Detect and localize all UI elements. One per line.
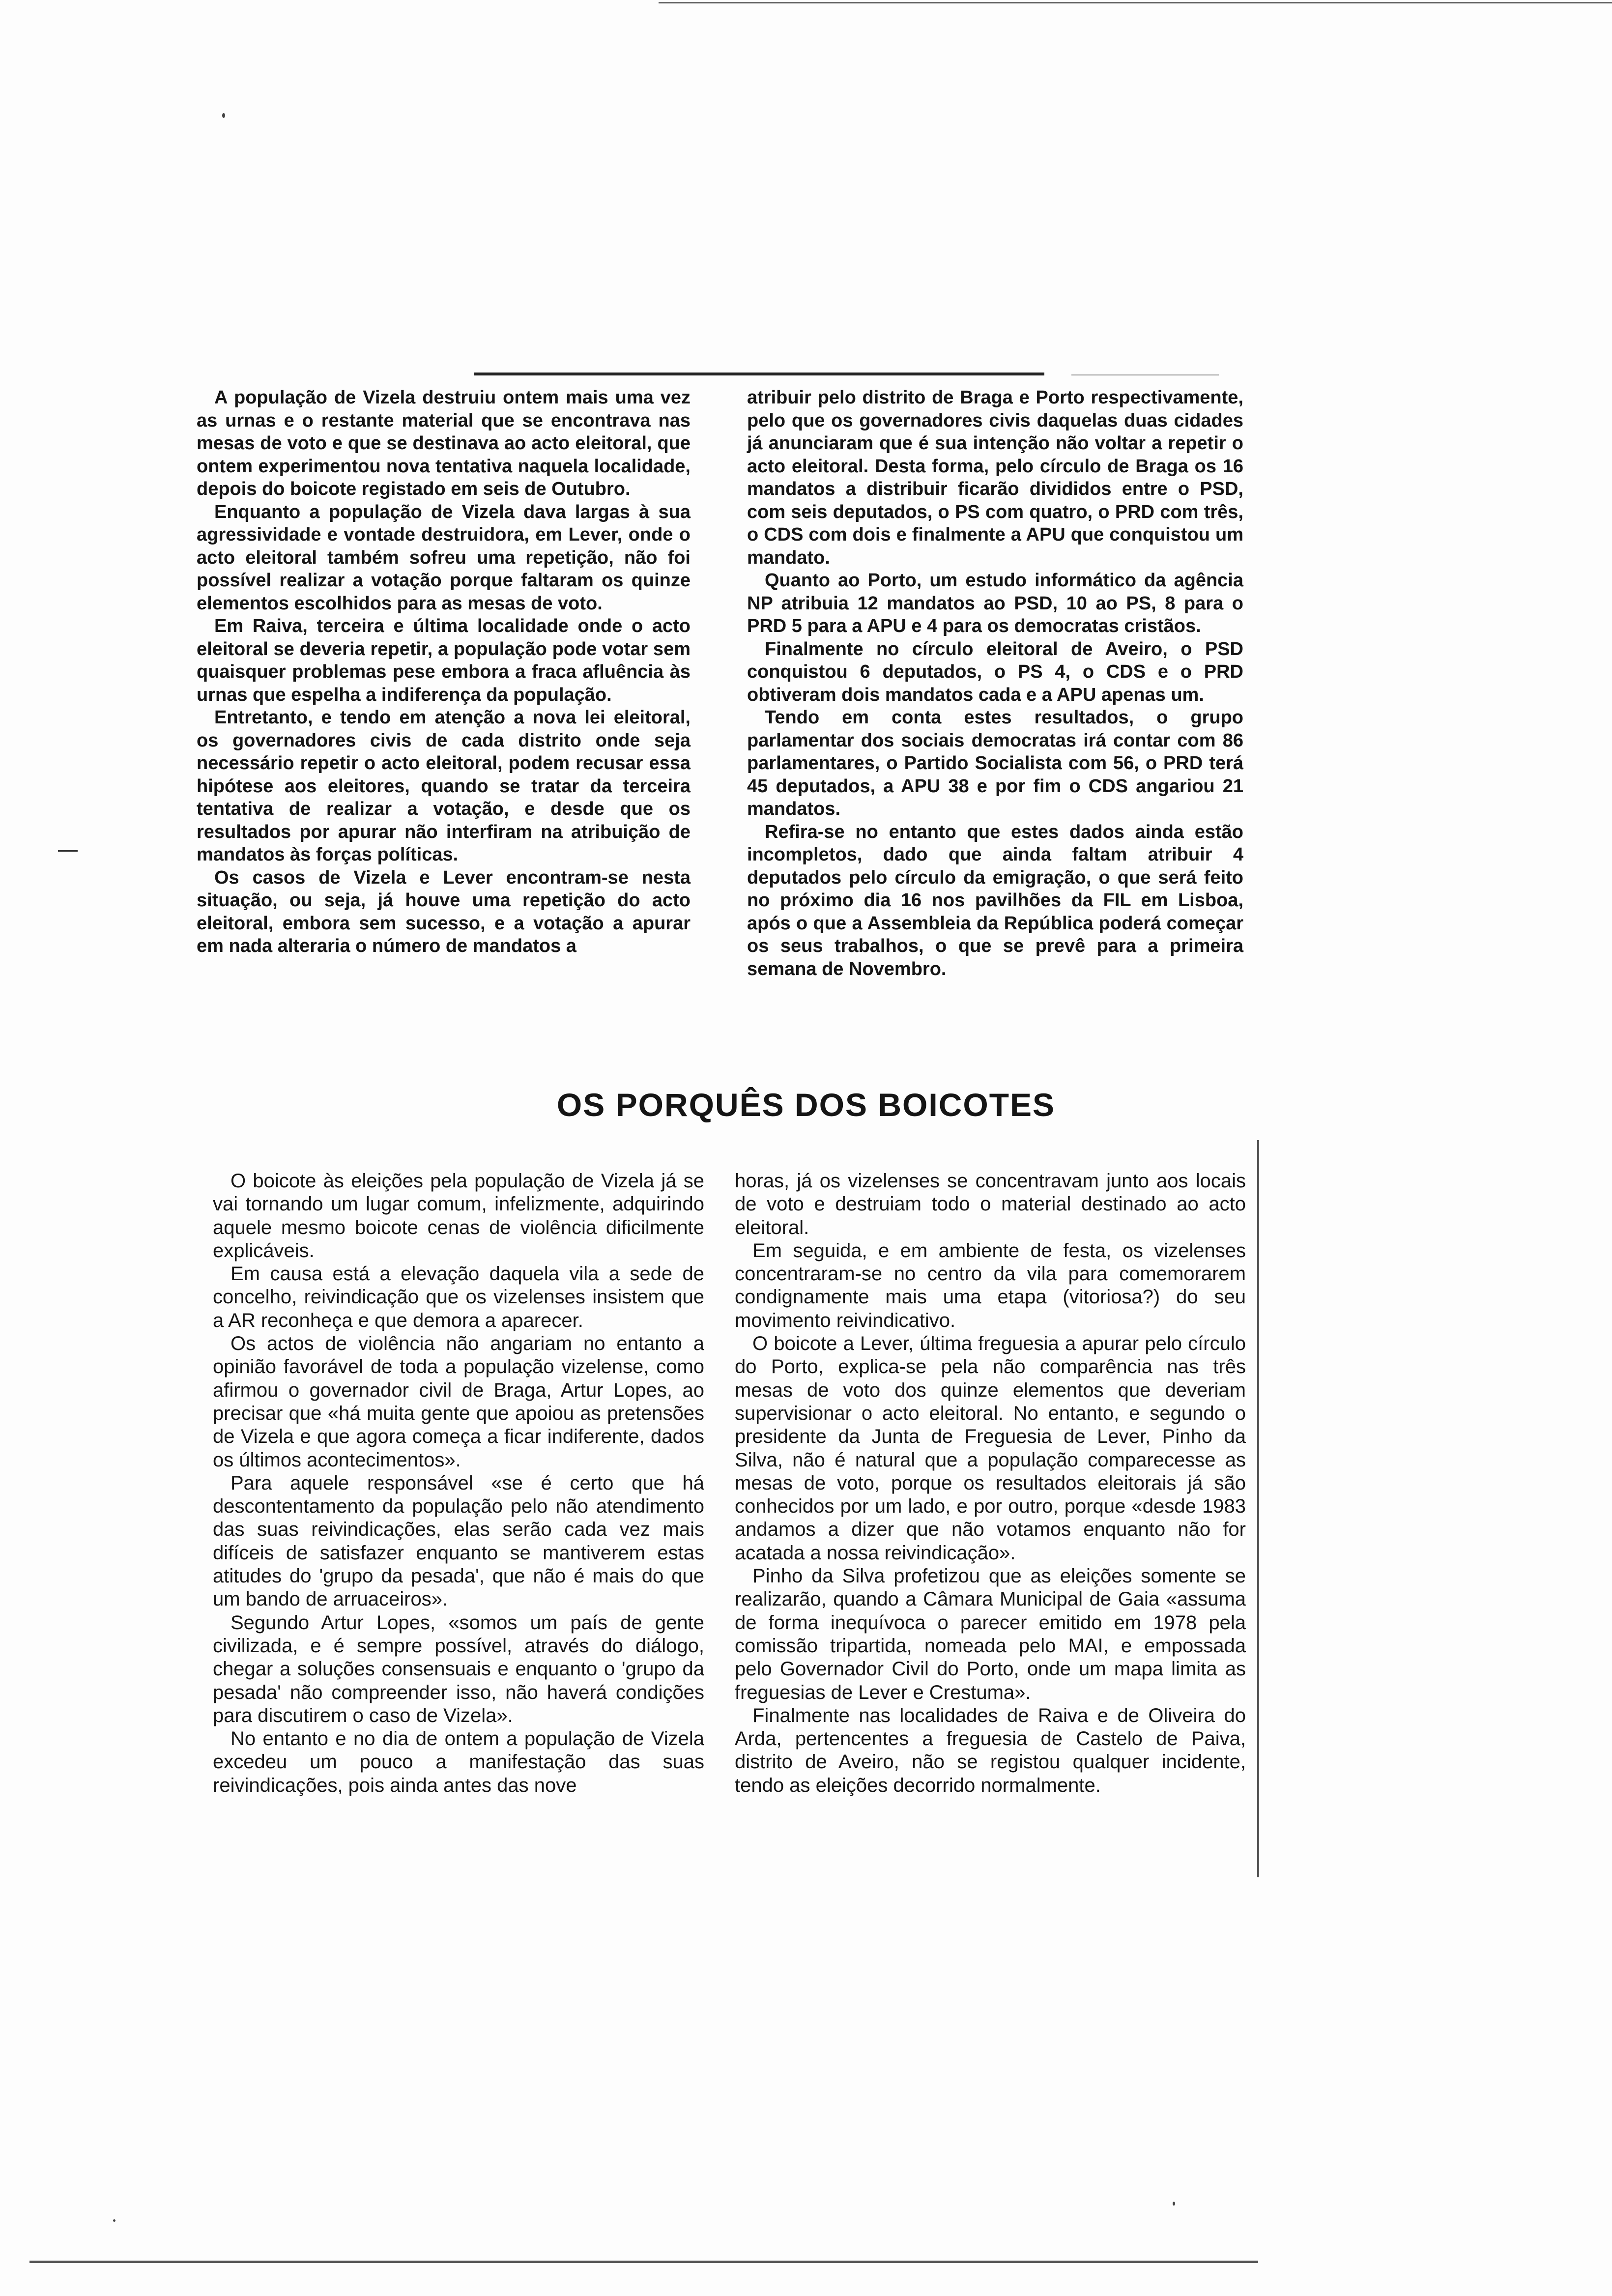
speck xyxy=(222,113,225,118)
paragraph: Para aquele responsável «se é certo que há descontentamento da população pelo não atendimento das suas reivindicações, elas serão cada vez mais difíceis de satisfazer enquanto se mantiverem estas atitudes do 'grupo da pesada', que não é mais do que um bando de arruaceiros». xyxy=(213,1472,704,1610)
scan-edge-bottom xyxy=(29,2261,1258,2263)
paragraph: O boicote a Lever, última freguesia a apurar pelo círculo do Porto, explica-se pela não comparência nas três mesas de voto dos quinze elementos que deveriam supervisionar o acto eleitoral. No entanto, e segundo o presidente da Junta de Freguesia de Lever, Pinho da Silva, não é natural que a população comparecesse as mesas de voto, porque os resultados eleitorais já são conhecidos por um lado, e por outro, porque «desde 1983 andamos a dizer que não votamos enquanto não for acatada a nossa reivindicação». xyxy=(735,1333,1246,1564)
margin-mark-left xyxy=(58,850,78,852)
paragraph: No entanto e no dia de ontem a população de Vizela excedeu um pouco a manifestação das suas reivindicações, pois ainda antes das nove xyxy=(213,1728,704,1796)
scan-edge-top xyxy=(659,2,1612,3)
paragraph: Pinho da Silva profetizou que as eleições somente se realizarão, quando a Câmara Municipal de Gaia «assuma de forma inequívoca o parecer emitido em 1978 pela comissão tripartida, nomeada pelo MAI, e empossada pelo Governador Civil do Porto, onde um mapa limita as freguesias de Lever e Crestuma». xyxy=(735,1565,1246,1703)
paragraph: Entretanto, e tendo em atenção a nova lei eleitoral, os governadores civis de cada distrito onde seja necessário repetir o acto eleitoral, podem recusar essa hipótese aos eleitores, quando se tratar da terceira tentativa de realizar a votação, e desde que os resultados por apurar não interfiram na atribuição de mandatos às forças políticas. xyxy=(197,707,691,865)
paragraph: Finalmente nas localidades de Raiva e de Oliveira do Arda, pertencentes a freguesia de Castelo de Paiva, distrito de Aveiro, não se registou qualquer incidente, tendo as eleições decorrido normalmente. xyxy=(735,1704,1246,1796)
speck xyxy=(1173,2202,1175,2206)
paragraph: Quanto ao Porto, um estudo informático da agência NP atribuia 12 mandatos ao PSD, 10 ao PS, 8 para o PRD 5 para a APU e 4 para os democratas cristãos. xyxy=(747,570,1243,636)
paragraph: Refira-se no entanto que estes dados ainda estão incompletos, dado que ainda faltam atribuir 4 deputados pelo círculo da emigração, o que será feito no próximo dia 16 nos pavilhões da FIL em Lisboa, após o que a Assembleia da República poderá começar os seus trabalhos, o que se prevê para a primeira semana de Novembro. xyxy=(747,821,1243,979)
speck xyxy=(113,2219,115,2222)
paragraph: Os actos de violência não angariam no entanto a opinião favorável de toda a população vizelense, como afirmou o governador civil de Braga, Artur Lopes, ao precisar que «há muita gente que apoiou as pretensões de Vizela e que agora começa a ficar indiferente, dados os últimos acontecimentos». xyxy=(213,1333,704,1471)
article-column-top-right xyxy=(747,386,1243,980)
paragraph: Em Raiva, terceira e última localidade onde o acto eleitoral se deveria repetir, a população pode votar sem quaisquer problemas pese embora a fraca afluência às urnas que espelha a indiferença da população. xyxy=(197,616,691,705)
column-rule-top xyxy=(474,373,1044,375)
paragraph: horas, já os vizelenses se concentravam junto aos locais de voto e destruiam todo o material destinado ao acto eleitoral. xyxy=(735,1170,1246,1238)
paragraph: Em causa está a elevação daquela vila a sede de concelho, reivindicação que os vizelenses insistem que a AR reconheça e que demora a aparecer. xyxy=(213,1263,704,1331)
article-column-bottom-left xyxy=(213,1170,704,1797)
margin-bar-right xyxy=(1257,1140,1259,1877)
paragraph: Em seguida, e em ambiente de festa, os vizelenses concentraram-se no centro da vila para comemorarem condignamente mais uma etapa (vitoriosa?) do seu movimento reivindicativo. xyxy=(735,1239,1246,1331)
column-rule-top-faint xyxy=(1071,374,1219,375)
paragraph: Finalmente no círculo eleitoral de Aveiro, o PSD conquistou 6 deputados, o PS 4, o CDS e o PRD obtiveram dois mandatos cada e a APU apenas um. xyxy=(747,638,1243,705)
paragraph: O boicote às eleições pela população de Vizela já se vai tornando um lugar comum, infelizmente, adquirindo aquele mesmo boicote cenas de violência dificilmente explicáveis. xyxy=(213,1170,704,1262)
article-column-bottom-right xyxy=(735,1170,1246,1797)
paragraph: Enquanto a população de Vizela dava largas à sua agressividade e vontade destruidora, em Lever, onde o acto eleitoral também sofreu uma repetição, não foi possível realizar a votação porque faltaram os quinze elementos escolhidos para as mesas de voto. xyxy=(197,501,691,614)
article-column-top-left xyxy=(197,386,691,958)
paragraph: Segundo Artur Lopes, «somos um país de gente civilizada, e é sempre possível, através do diálogo, chegar a soluções consensuais e enquanto o 'grupo da pesada' não compreender isso, não haverá condições para discutirem o caso de Vizela». xyxy=(213,1611,704,1726)
paragraph: Tendo em conta estes resultados, o grupo parlamentar dos sociais democratas irá contar com 86 parlamentares, o Partido Socialista com 56, o PRD terá 45 deputados, a APU 38 e por fim o CDS angariou 21 mandatos. xyxy=(747,707,1243,819)
paragraph: Os casos de Vizela e Lever encontram-se nesta situação, ou seja, já houve uma repetição do acto eleitoral, embora sem sucesso, e a votação a apurar em nada alteraria o número de mandatos a xyxy=(197,867,691,956)
paragraph: atribuir pelo distrito de Braga e Porto respectivamente, pelo que os governadores civis daquelas duas cidades já anunciaram que é sua intenção não voltar a repetir o acto eleitoral. Desta forma, pelo círculo de Braga os 16 mandatos a distribuir ficarão divididos entre o PSD, com seis deputados, o PS com quatro, o PRD com três, o CDS com dois e finalmente a APU que conquistou um mandato. xyxy=(747,387,1243,568)
section-headline: OS PORQUÊS DOS BOICOTES xyxy=(556,1087,1056,1123)
paragraph: A população de Vizela destruiu ontem mais uma vez as urnas e o restante material que se encontrava nas mesas de voto e que se destinava ao acto eleitoral, que ontem experimentou nova tentativa naquela localidade, depois do boicote registado em seis de Outubro. xyxy=(197,387,691,499)
